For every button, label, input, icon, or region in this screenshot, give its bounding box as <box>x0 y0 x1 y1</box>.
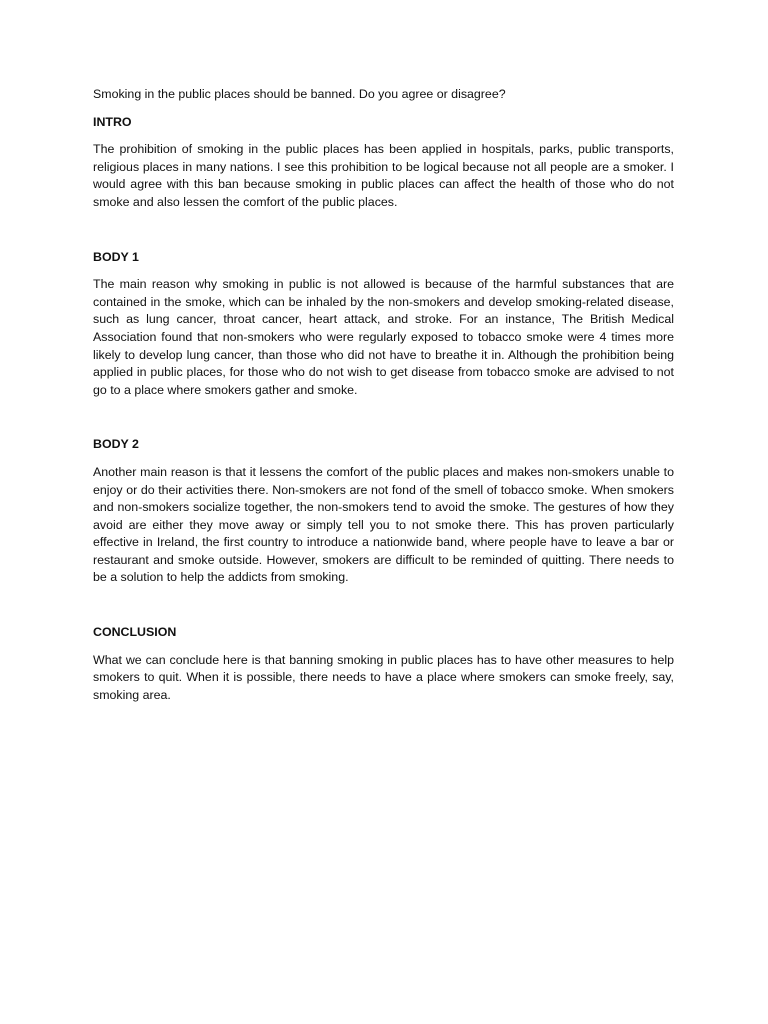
body-2-heading: BODY 2 <box>93 437 139 452</box>
intro-heading: INTRO <box>93 114 132 129</box>
section-spacer <box>93 587 674 624</box>
document-page <box>93 86 674 704</box>
body-1-heading: BODY 1 <box>93 249 139 264</box>
body-2-paragraph: Another main reason is that it lessens the comfort of the public places and makes non-smokers unable to enjoy or do their activities there. Non-smokers are not fond of the smell of tobacco smoke. When smokers and non-smokers socialize together, the non-smokers tend to avoid the smoke. The gestures of how they avoid are either they move away or simply tell you to not smoke there. This has proven particularly effective in Ireland, the first country to introduce a nationwide band, where people have to leave a bar or restaurant and smoke outside. However, smokers are difficult to be reminded of quitting. There needs to be a solution to help the addicts from smoking. <box>93 464 674 585</box>
conclusion-heading: CONCLUSION <box>93 625 177 640</box>
conclusion-paragraph: What we can conclude here is that banning smoking in public places has to have other measures to help smokers to quit. When it is possible, there needs to have a place where smokers can smoke freely, say, smoking area. <box>93 652 674 702</box>
essay-question: Smoking in the public places should be banned. Do you agree or disagree? <box>93 87 506 101</box>
section-spacer <box>93 212 674 249</box>
section-spacer <box>93 399 674 436</box>
intro-paragraph: The prohibition of smoking in the public places has been applied in hospitals, parks, public transports, religious places in many nations. I see this prohibition to be logical because not all people are a smoker. I would agree with this ban because smoking in public places can affect the health of those who do not smoke and also lessen the comfort of the public places. <box>93 142 674 209</box>
body-1-paragraph: The main reason why smoking in public is not allowed is because of the harmful substances that are contained in the smoke, which can be inhaled by the non-smokers and develop smoking-related disease, such as lung cancer, throat cancer, heart attack, and stroke. For an instance, The British Medical Association found that non-smokers who were regularly exposed to tobacco smoke were 4 times more likely to develop lung cancer, than those who did not have to breathe it in. Although the prohibition being applied in public places, for those who do not wish to get disease from tobacco smoke are advised to not go to a place where smokers gather and smoke. <box>93 277 674 397</box>
